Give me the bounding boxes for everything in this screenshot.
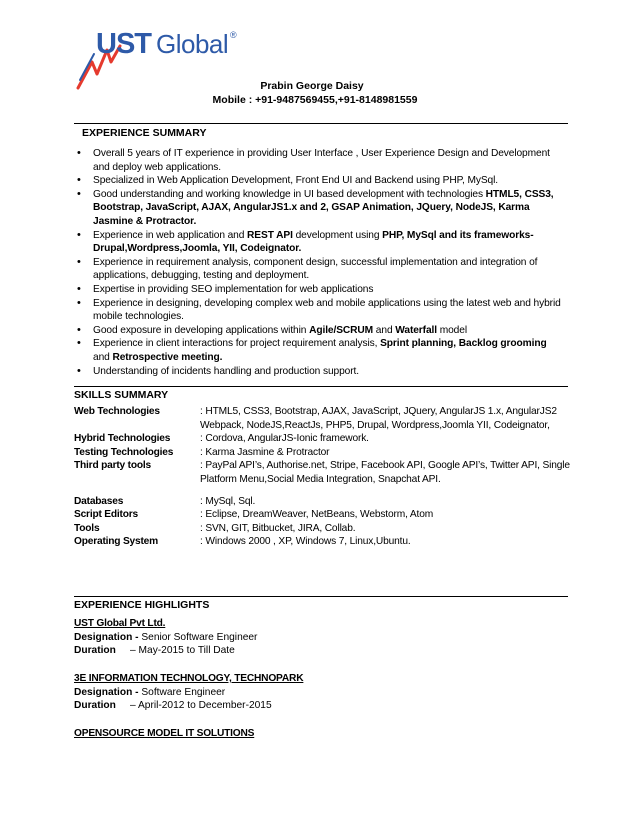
logo-global-text: Global <box>156 29 229 59</box>
skill-category: Tools <box>74 522 100 534</box>
designation-value: Software Engineer <box>138 686 226 698</box>
bold-text: Agile/SCRUM <box>309 324 374 336</box>
bold-text: PHP, MySql and its frameworks- Drupal,Wordpress,Joomla, YII, Codeignator. <box>93 229 534 255</box>
logo-registered-mark: ® <box>230 30 237 40</box>
skill-category: Testing Technologies <box>74 446 174 458</box>
skill-value: : Windows 2000 , XP, Windows 7, Linux,Ubuntu. <box>200 536 411 548</box>
text-segment: Expertise in providing SEO implementation for web applications <box>93 283 374 295</box>
duration-label: Duration <box>74 700 116 712</box>
spacer <box>74 487 574 495</box>
company-entry <box>74 727 568 741</box>
experience-summary-list <box>75 147 565 378</box>
skill-value: : HTML5, CSS3, Bootstrap, AJAX, JavaScript, JQuery, AngularJS 1.x, AngularJS2 Webpack, NodeJS,ReactJs, PHP5, Drupal, Wordpress,Joomla YII, Codeignator, <box>200 406 557 431</box>
text-segment: Specialized in Web Application Development, Front End UI and Backend using PHP, MySql. <box>93 175 498 187</box>
text-segment: development using <box>292 229 383 241</box>
experience-summary-heading: EXPERIENCE SUMMARY <box>82 127 207 139</box>
text-segment: Understanding of incidents handling and production support. <box>93 365 359 377</box>
skill-row <box>74 405 574 432</box>
company-name: 3E INFORMATION TECHNOLOGY, TECHNOPARK <box>74 673 304 684</box>
experience-summary-item <box>75 256 565 283</box>
experience-summary-item <box>75 365 565 379</box>
text-segment: Experience in requirement analysis, component design, successful implementation and integration of applications, debugging, testing and deployment. <box>93 256 538 282</box>
text-segment: and <box>93 351 113 363</box>
designation-value: Senior Software Engineer <box>138 631 258 643</box>
experience-summary-item <box>75 229 565 256</box>
skill-value: : MySql, Sql. <box>200 495 256 507</box>
bold-text: Sprint planning, Backlog grooming <box>380 338 547 350</box>
skill-category: Web Technologies <box>74 406 160 417</box>
bold-text: REST API <box>247 229 293 241</box>
skills-table <box>74 405 574 549</box>
skill-row <box>74 446 574 460</box>
duration-value: – May-2015 to Till Date <box>130 645 235 657</box>
text-segment: Experience in designing, developing complex web and mobile applications using the latest web and hybrid mobile technologies. <box>93 297 561 323</box>
skill-category: Hybrid Technologies <box>74 433 171 445</box>
skill-value: : SVN, GIT, Bitbucket, JIRA, Collab. <box>200 522 356 534</box>
section-divider <box>74 596 568 597</box>
skill-value: : Karma Jasmine & Protractor <box>200 446 330 458</box>
text-segment: Good exposure in developing applications within <box>93 324 310 336</box>
text-segment: Good understanding and working knowledge in UI based development with technologies <box>93 188 486 200</box>
skill-row <box>74 459 574 486</box>
section-divider <box>74 123 568 124</box>
text-segment: and <box>373 324 396 336</box>
skill-row <box>74 495 574 509</box>
text-segment: Experience in client interactions for project requirement analysis, <box>93 338 381 350</box>
skills-summary-heading: SKILLS SUMMARY <box>74 389 169 401</box>
skill-row <box>74 535 574 549</box>
skill-row <box>74 508 574 522</box>
duration-line <box>74 644 568 658</box>
skill-value: : Cordova, AngularJS-Ionic framework. <box>200 433 369 445</box>
designation-line <box>74 686 568 700</box>
section-divider <box>74 386 568 387</box>
duration-line <box>74 699 568 713</box>
experience-highlights-heading: EXPERIENCE HIGHLIGHTS <box>74 599 210 611</box>
text-segment: Overall 5 years of IT experience in providing User Interface , User Experience Design and Development and deploy web applications. <box>93 148 550 173</box>
candidate-name: Prabin George Daisy <box>260 80 364 92</box>
experience-summary-item <box>75 188 565 229</box>
company-entry <box>74 617 568 658</box>
designation-label: Designation - <box>74 631 139 643</box>
designation-line <box>74 631 568 645</box>
skill-value: : Eclipse, DreamWeaver, NetBeans, Webstorm, Atom <box>200 509 434 521</box>
experience-summary-item <box>75 283 565 297</box>
skill-category: Third party tools <box>74 460 151 472</box>
contact-header <box>0 79 638 107</box>
designation-label: Designation - <box>74 686 139 698</box>
bold-text: Waterfall <box>395 324 437 336</box>
experience-summary-item <box>75 174 565 188</box>
company-name: UST Global Pvt Ltd. <box>74 618 166 629</box>
skill-row <box>74 432 574 446</box>
logo-ust-text: UST <box>96 28 151 60</box>
bold-text: HTML5, CSS3, Bootstrap, JavaScript, AJAX, AngularJS1.x and 2, GSAP Animation, JQuery, NodeJS, Karma Jasmine & Protractor. <box>93 188 554 227</box>
experience-summary-item <box>75 324 565 338</box>
text-segment: Experience in web application and <box>93 229 248 241</box>
text-segment: model <box>437 324 467 336</box>
duration-value: – April-2012 to December-2015 <box>130 700 272 712</box>
candidate-mobile: Mobile : +91-9487569455,+91-8148981559 <box>212 94 418 106</box>
skill-category: Operating System <box>74 536 158 548</box>
duration-label: Duration <box>74 645 116 657</box>
skill-category: Databases <box>74 495 124 507</box>
company-entry <box>74 672 568 713</box>
skill-row <box>74 522 574 536</box>
experience-summary-item <box>75 337 565 364</box>
experience-summary-item <box>75 147 565 174</box>
bold-text: Retrospective meeting. <box>112 351 223 363</box>
skill-category: Script Editors <box>74 509 138 521</box>
company-name: OPENSOURCE MODEL IT SOLUTIONS <box>74 728 255 739</box>
experience-summary-item <box>75 297 565 324</box>
skill-value: : PayPal API’s, Authorise.net, Stripe, Facebook API, Google API’s, Twitter API, Single Platform Menu,Social Media Integration, Snapchat API. <box>200 460 570 485</box>
